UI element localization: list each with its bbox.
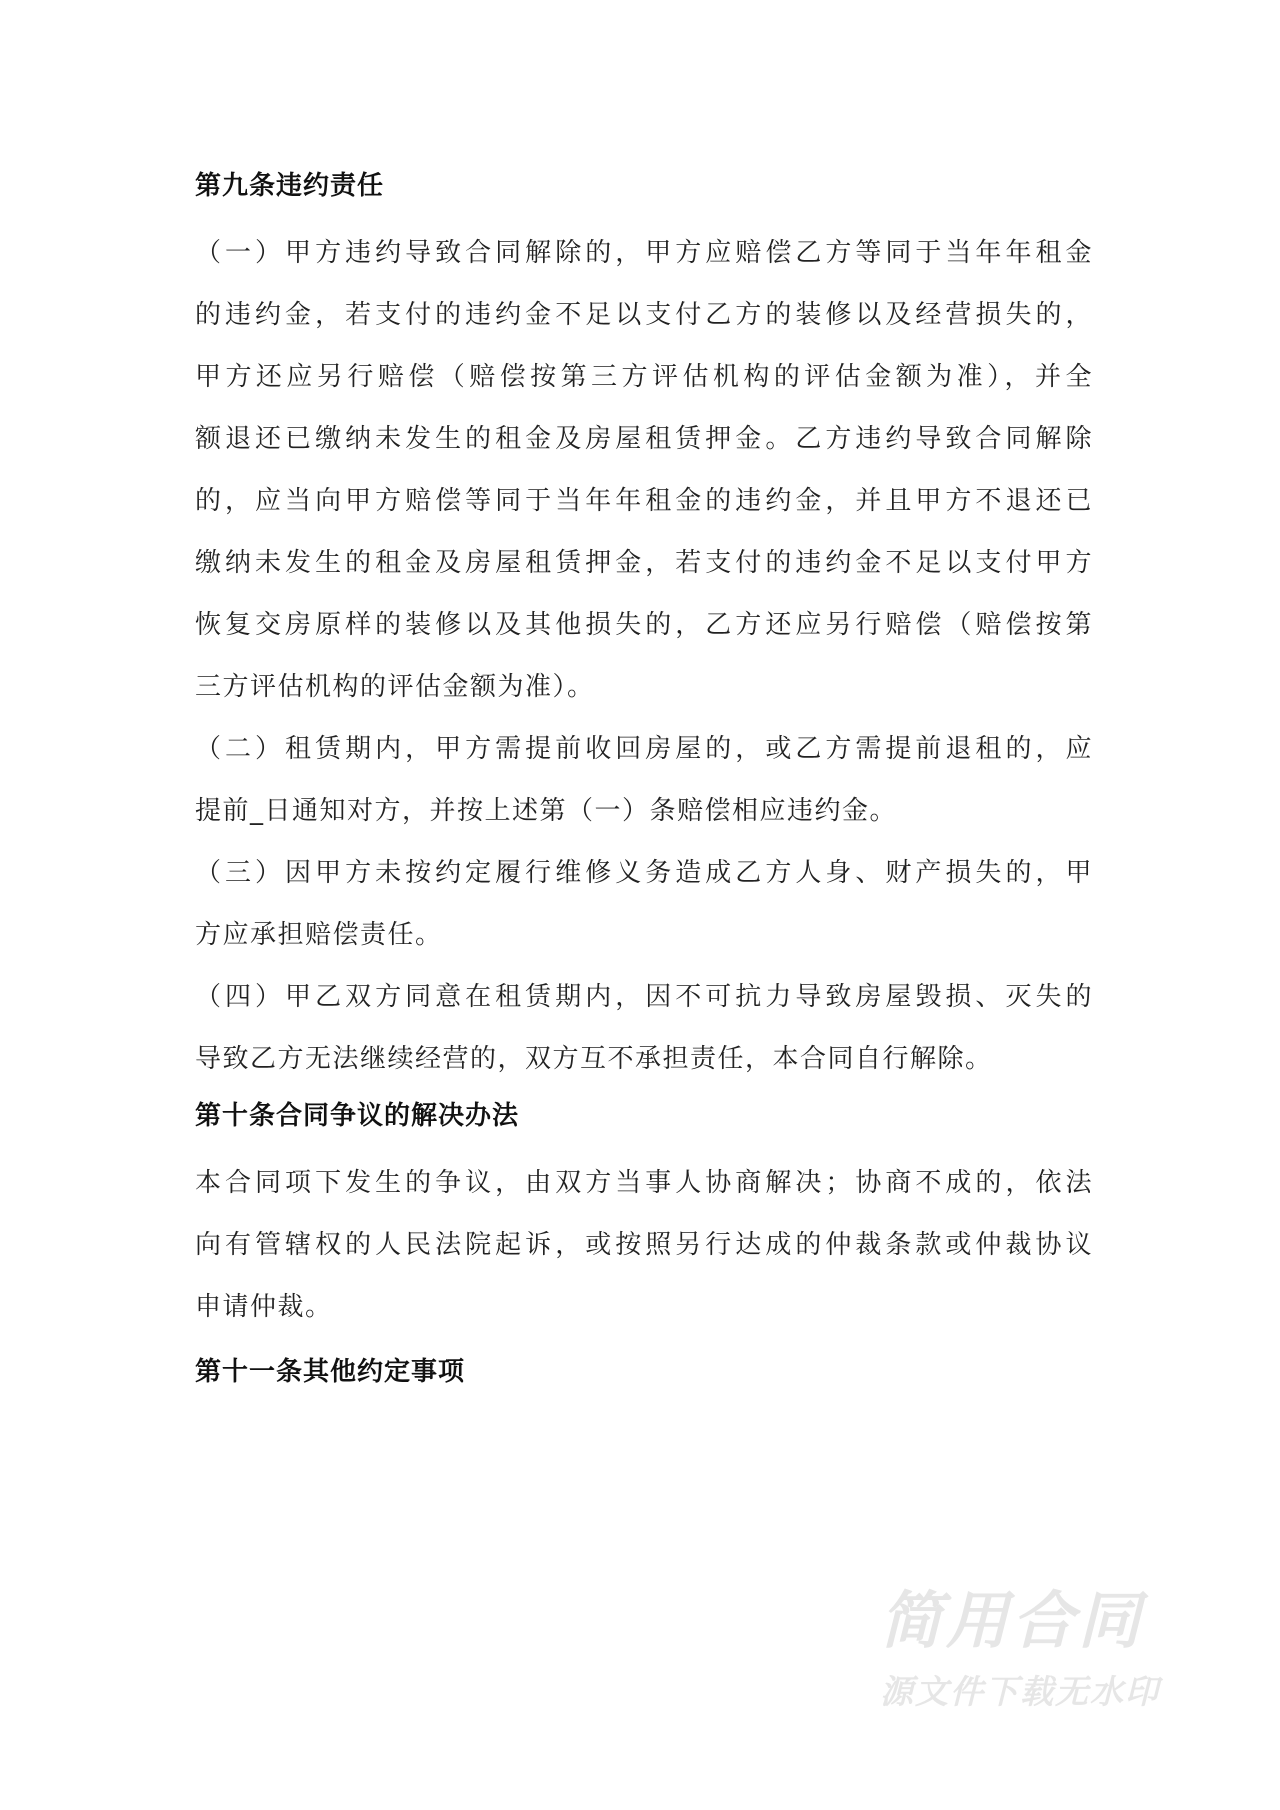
paragraph-9-2 [195, 718, 1093, 842]
text-line: （四）甲乙双方同意在租赁期内，因不可抗力导致房屋毁损、灭失的 [195, 982, 1093, 1012]
document-page [195, 160, 1093, 1398]
text-line: 向有管辖权的人民法院起诉，或按照另行达成的仲裁条款或仲裁协议 [195, 1230, 1093, 1260]
section-heading-article-9: 第九条违约责任 [195, 171, 385, 201]
text-line: 额退还已缴纳未发生的租金及房屋租赁押金。乙方违约导致合同解除 [195, 424, 1093, 454]
paragraph-9-4 [195, 966, 1093, 1090]
text-line: 本合同项下发生的争议，由双方当事人协商解决；协商不成的，依法 [195, 1168, 1093, 1198]
text-line: （一）甲方违约导致合同解除的，甲方应赔偿乙方等同于当年年租金 [195, 238, 1093, 268]
text-line: 方应承担赔偿责任。 [195, 920, 443, 950]
section-heading-article-10: 第十条合同争议的解决办法 [195, 1101, 520, 1131]
watermark [880, 1585, 1220, 1715]
watermark-subtitle: 源文件下载无水印 [880, 1672, 1160, 1711]
text-line: 申请仲裁。 [195, 1292, 333, 1322]
paragraph-9-1 [195, 222, 1093, 718]
text-line: 甲方还应另行赔偿（赔偿按第三方评估机构的评估金额为准），并全 [195, 362, 1093, 392]
text-line: （三）因甲方未按约定履行维修义务造成乙方人身、财产损失的，甲 [195, 858, 1093, 888]
watermark-title: 简用合同 [880, 1584, 1145, 1657]
text-line: 的，应当向甲方赔偿等同于当年年租金的违约金，并且甲方不退还已 [195, 486, 1093, 516]
text-line: 的违约金，若支付的违约金不足以支付乙方的装修以及经营损失的， [195, 300, 1093, 330]
text-line: 恢复交房原样的装修以及其他损失的，乙方还应另行赔偿（赔偿按第 [195, 610, 1093, 640]
section-heading-article-11: 第十一条其他约定事项 [195, 1357, 466, 1387]
text-line: 提前_日通知对方，并按上述第（一）条赔偿相应违约金。 [195, 796, 898, 826]
text-line: 导致乙方无法继续经营的，双方互不承担责任，本合同自行解除。 [195, 1044, 993, 1074]
paragraph-9-3 [195, 842, 1093, 966]
paragraph-10-1 [195, 1152, 1093, 1338]
text-line: 三方评估机构的评估金额为准）。 [195, 672, 595, 702]
text-line: （二）租赁期内，甲方需提前收回房屋的，或乙方需提前退租的，应 [195, 734, 1093, 764]
text-line: 缴纳未发生的租金及房屋租赁押金，若支付的违约金不足以支付甲方 [195, 548, 1093, 578]
